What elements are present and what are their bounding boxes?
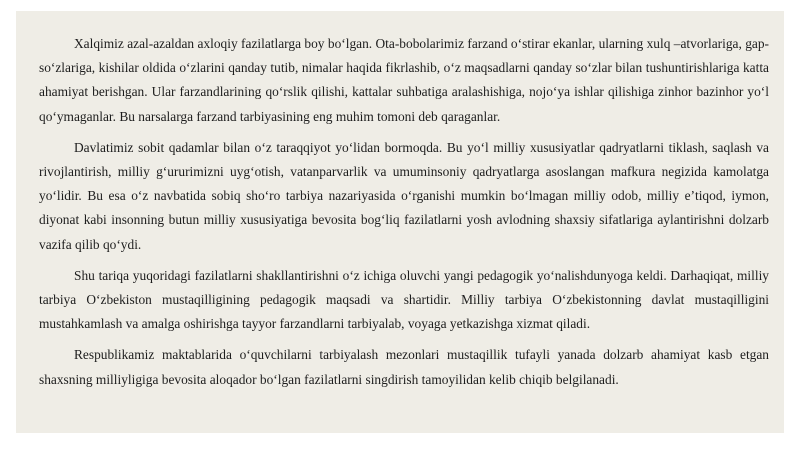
paragraph-3: Shu tariqa yuqoridagi fazilatlarni shakllantirishni oʻz ichiga oluvchi yangi pedagogik yoʻnalishdunyoga keldi. Darhaqiqat, milliy tarbiya Oʻzbekiston mustaqilligining pedagogik maqsadi va shartidir. Milliy tarbiya Oʻzbekistonning davlat mustaqilligini mustahkamlash va amalga oshirishga tayyor farzandlarni tarbiyalab, voyaga yetkazishga xizmat qiladi.: [39, 267, 769, 332]
paragraph-2: Davlatimiz sobit qadamlar bilan oʻz taraqqiyot yoʻlidan bormoqda. Bu yoʻl milliy xususiyatlar qadryatlarni tiklash, saqlash va rivojlantirish, milliy gʻururimizni uygʻotish, vatanparvarlik va umuminsoniy qadryatlarga asoslangan mafkura negizida kamolatga yoʻlidir. Bu esa oʻz navbatida sobiq shoʻro tarbiya nazariyasida oʻrganishi mumkin boʻlmagan milliy odob, milliy eʼtiqod, iymon, diyonat kabi insonning butun milliy xususiyatiga bevosita bogʻliq fazilatlarni yosh avlodning shaxsiy sifatlariga aylantirishni dolzarb vazifa qilib qoʻydi.: [39, 139, 769, 252]
paragraph-4: Respublikamiz maktablarida oʻquvchilarni tarbiyalash mezonlari mustaqillik tufayli yanada dolzarb ahamiyat kasb etgan shaxsning milliyligiga bevosita aloqador boʻlgan fazilatlarni singdirish tamoyilidan kelib chiqib belgilanadi.: [39, 347, 769, 387]
document-page: [16, 11, 784, 433]
paragraph-1: Xalqimiz azal-azaldan axloqiy fazilatlarga boy boʻlgan. Ota-bobolarimiz farzand oʻstirar ekanlar, ularning xulq –atvorlariga, gap-soʻzlariga, kishilar oldida oʻzlarini qanday tutib, nimalar haqida fikrlashib, oʻz maqsadlarni qanday soʻzlar bilan tushuntirishlariga katta ahamiyat berishgan. Ular farzandlarining qoʻrslik qilishi, kattalar suhbatiga aralashishiga, nojoʻya ishlar qilishiga zinhor bazinhor yoʻl qoʻymaganlar. Bu narsalarga farzand tarbiyasining eng muhim tomoni deb qaraganlar.: [39, 36, 769, 124]
